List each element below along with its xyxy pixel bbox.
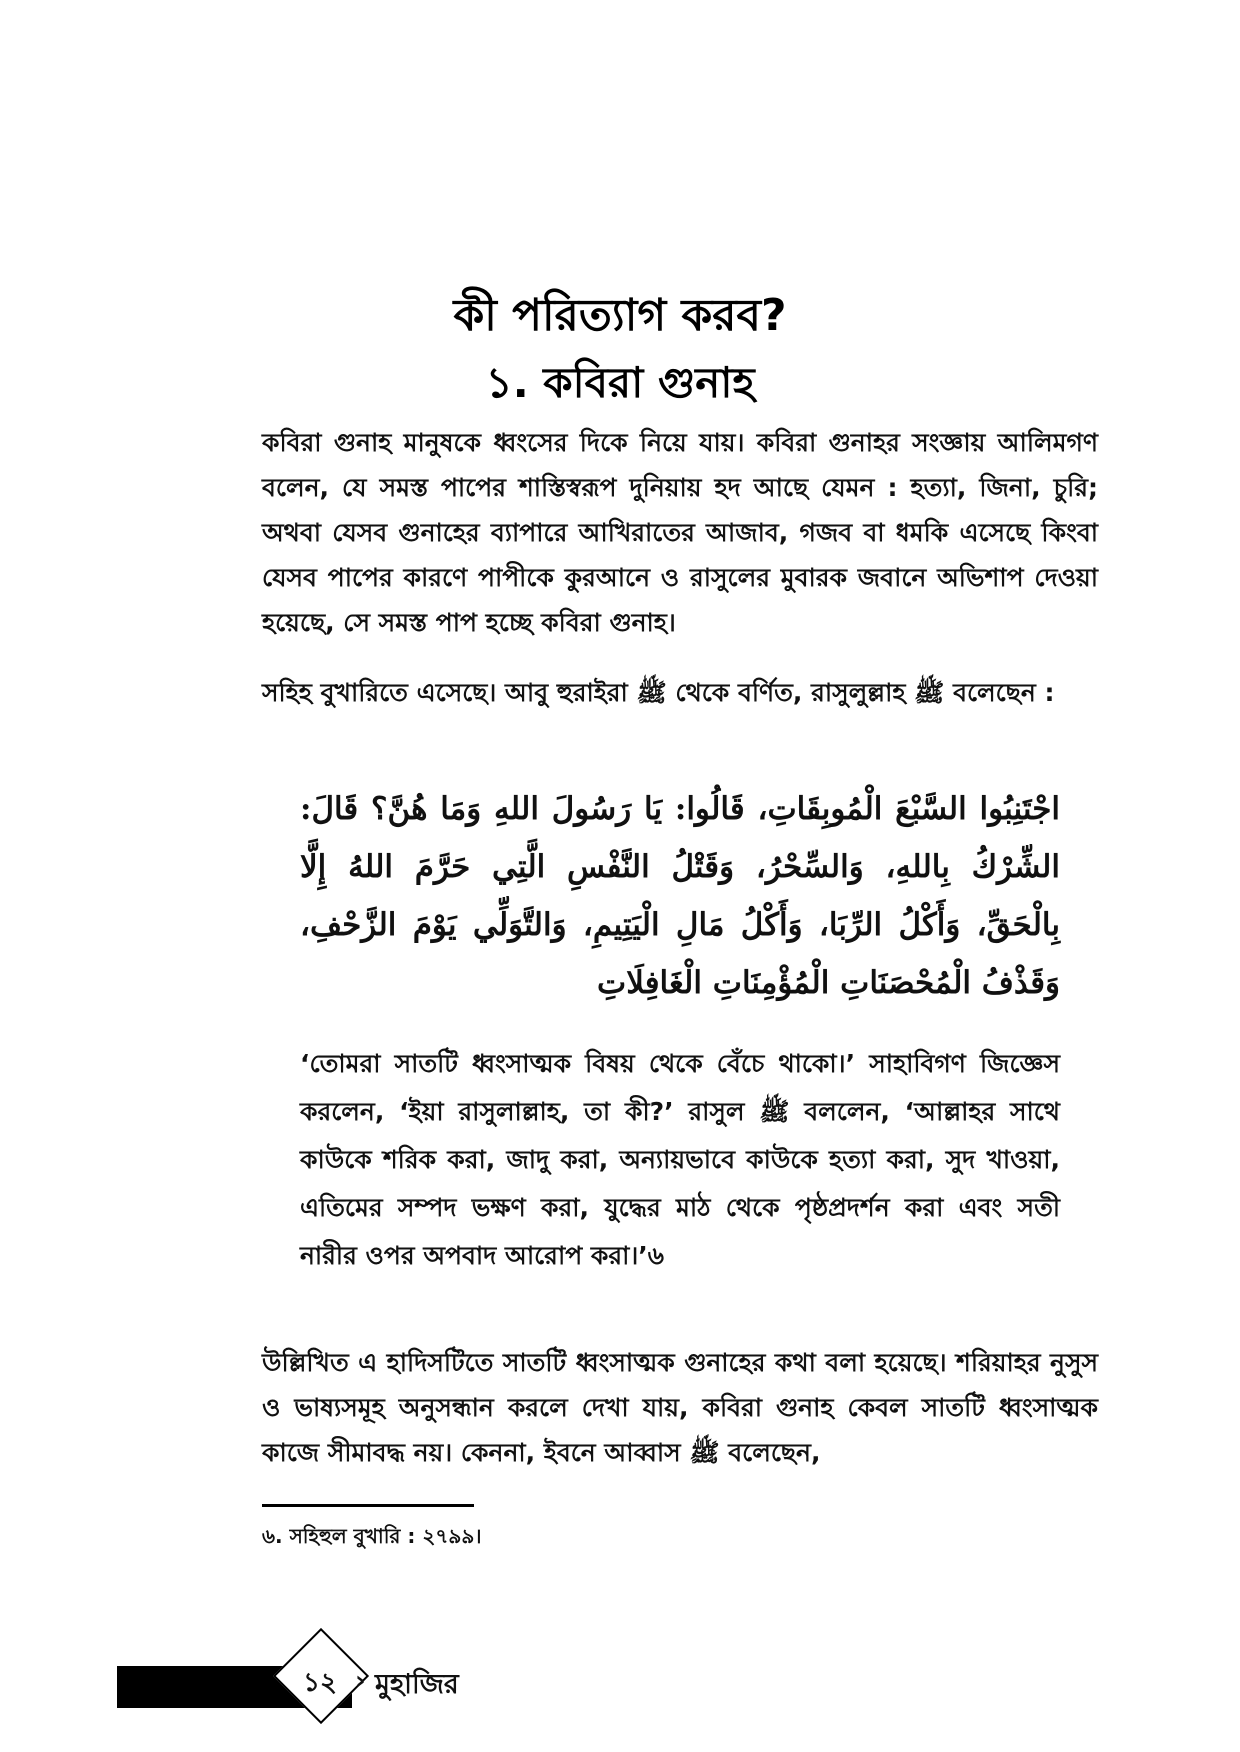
footnote-divider <box>262 1504 474 1507</box>
section-title: ১. কবিরা গুনাহ <box>485 358 755 407</box>
paragraph-definition: কবিরা গুনাহ মানুষকে ধ্বংসের দিকে নিয়ে যায়। কবিরা গুনাহর সংজ্ঞায় আলিমগণ বলেন, যে সমস্ত পাপের শাস্তিস্বরূপ দুনিয়ায় হদ আছে যেমন : হত্যা, জিনা, চুরি; অথবা যেসব গুনাহের ব্যাপারে আখিরাতের আজাব, গজব বা ধমকি এসেছে কিংবা যেসব পাপের কারণে পাপীকে কুরআনে ও রাসুলের মুবারক জবানে অভিশাপ দেওয়া হয়েছে, সে সমস্ত পাপ হচ্ছে কবিরা গুনাহ। <box>262 428 1098 637</box>
paragraph-explanation: উল্লিখিত এ হাদিসটিতে সাতটি ধ্বংসাত্মক গুনাহের কথা বলা হয়েছে। শরিয়াহর নুসুস ও ভাষ্যসমূহ অনুসন্ধান করলে দেখা যায়, কবিরা গুনাহ কেবল সাতটি ধ্বংসাত্মক কাজে সীমাবদ্ধ নয়। কেননা, ইবনে আব্বাস ﷺ বলেছেন, <box>262 1348 1098 1467</box>
hadith-translation: ‘তোমরা সাতটি ধ্বংসাত্মক বিষয় থেকে বেঁচে থাকো।’ সাহাবিগণ জিজ্ঞেস করলেন, ‘ইয়া রাসুলাল্লাহ, তা কী?’ রাসুল ﷺ বললেন, ‘আল্লাহর সাথে কাউকে শরিক করা, জাদু করা, অন্যায়ভাবে কাউকে হত্যা করা, সুদ খাওয়া, এতিমের সম্পদ ভক্ষণ করা, যুদ্ধের মাঠ থেকে পৃষ্ঠপ্রদর্শন করা এবং সতী নারীর ওপর অপবাদ আরোপ করা।’৬ <box>300 1049 1060 1270</box>
page-number: ১২ <box>303 1668 337 1698</box>
running-footer-title: মুহাজির <box>375 1669 459 1700</box>
chevron-right-icon: › <box>355 1666 366 1696</box>
paragraph-hadith-intro: সহিহ বুখারিতে এসেছে। আবু হুরাইরা ﷺ থেকে বর্ণিত, রাসুলুল্লাহ ﷺ বলেছেন : <box>262 678 1055 707</box>
chapter-title: কী পরিত্যাগ করব? <box>453 290 787 341</box>
footnote: ৬. সহিহুল বুখারি : ২৭৯৯। <box>262 1524 482 1548</box>
arabic-hadith-text: اجْتَنِبُوا السَّبْعَ الْمُوبِقَاتِ، قَالُوا: يَا رَسُولَ اللهِ وَمَا هُنَّ؟ قَالَ: الشِّرْكُ بِاللهِ، وَالسِّحْرُ، وَقَتْلُ النَّفْسِ الَّتِي حَرَّمَ اللهُ إِلَّا بِالْحَقِّ، وَأَكْلُ الرِّبَا، وَأَكْلُ مَالِ الْيَتِيمِ، وَالتَّوَلِّي يَوْمَ الزَّحْفِ، وَقَذْفُ الْمُحْصَنَاتِ الْمُؤْمِنَاتِ الْغَافِلَاتِ <box>300 791 1060 1001</box>
